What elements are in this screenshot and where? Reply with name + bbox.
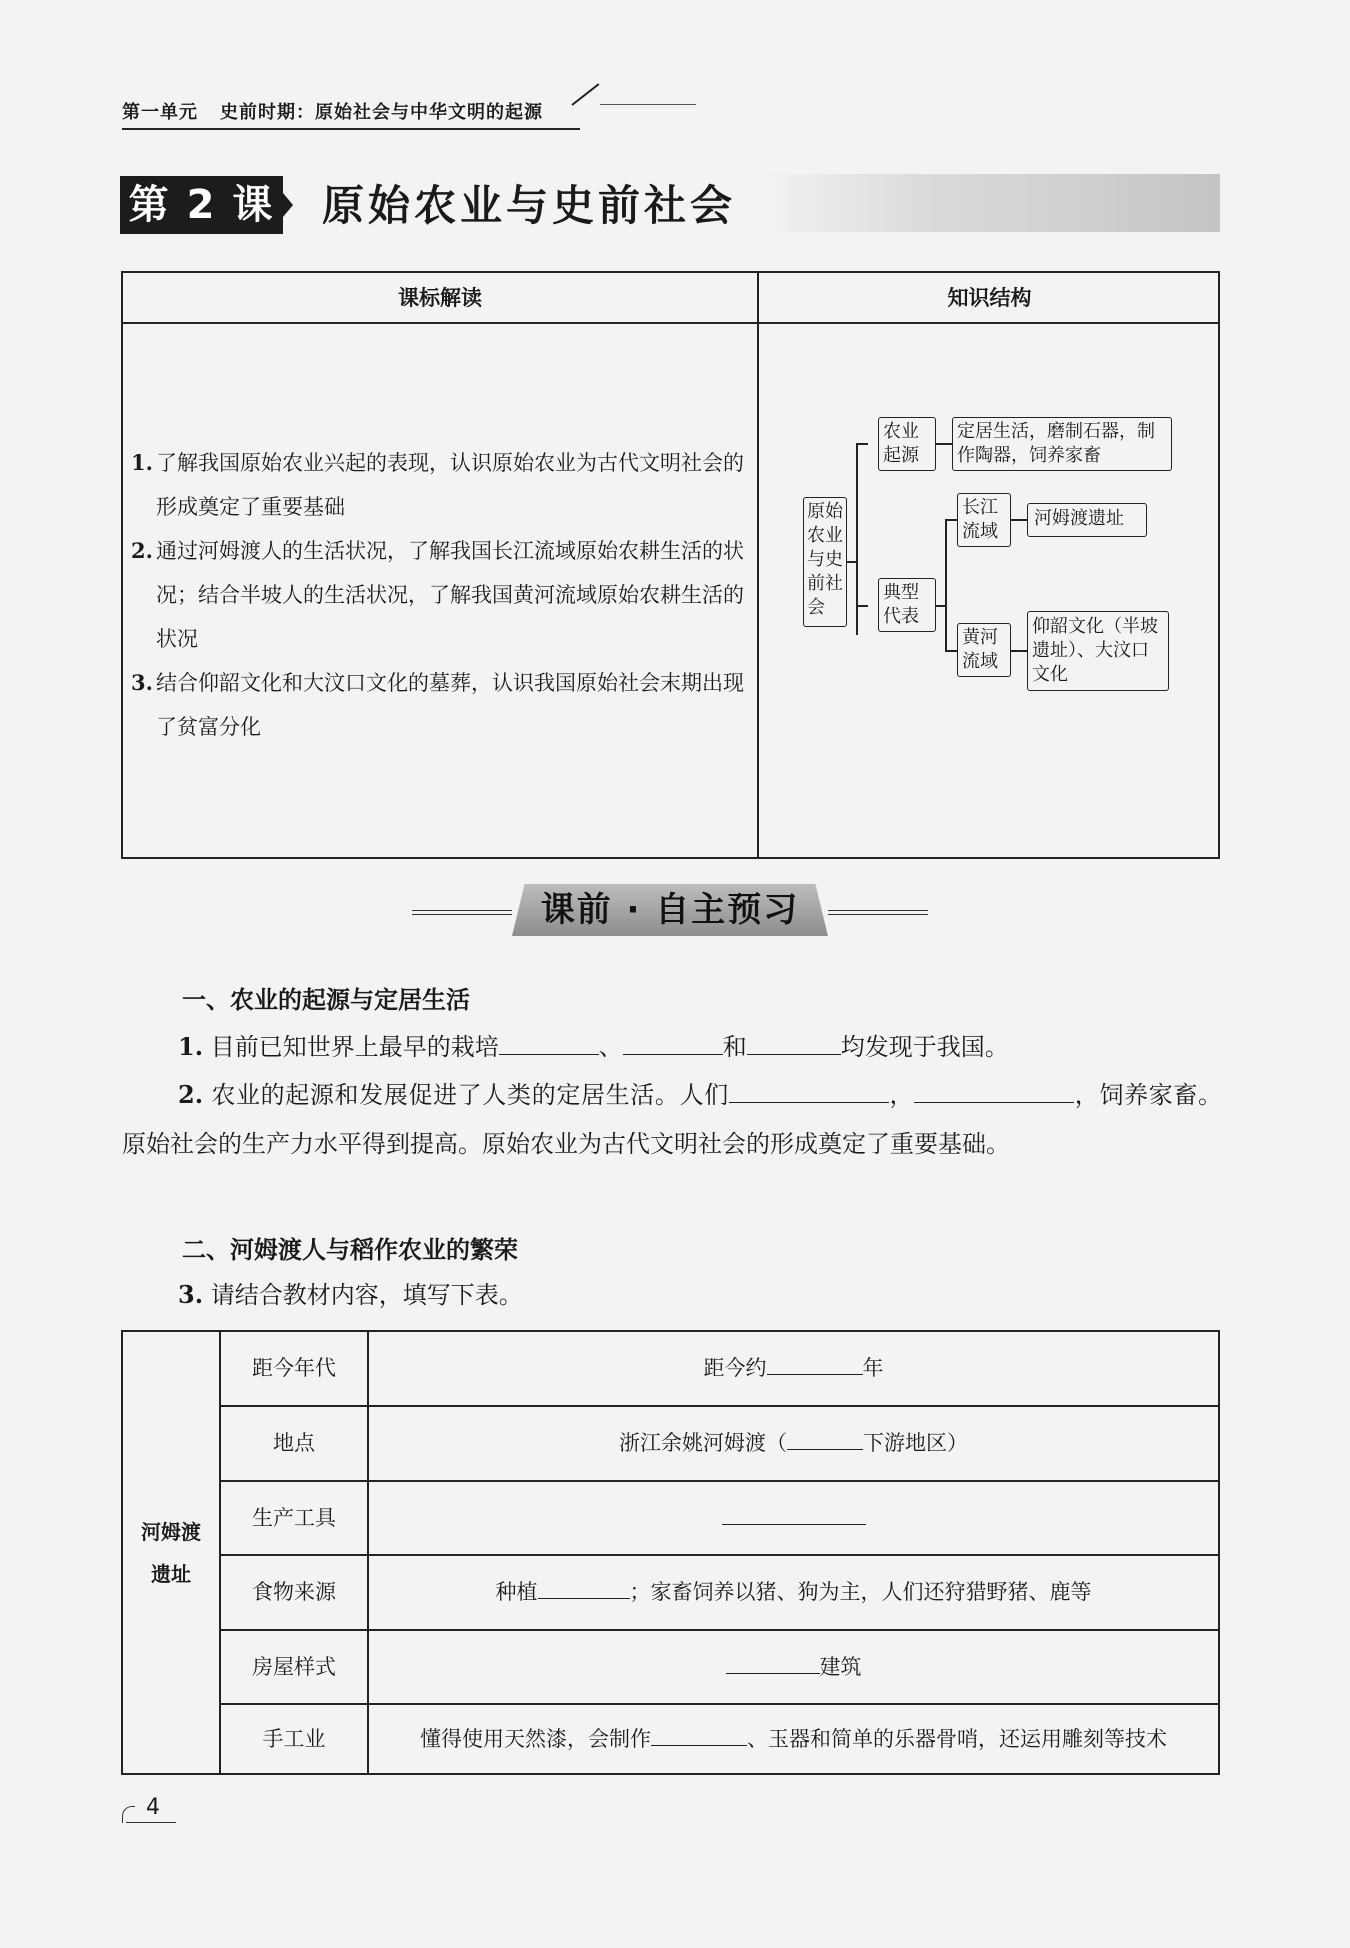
question-text: 均发现于我国。 [840, 1033, 1009, 1061]
table-row [221, 1482, 1218, 1555]
objective-item [131, 529, 753, 661]
objective-text: 了解我国原始农业兴起的表现，认识原始农业为古代文明社会的形成奠定了重要基础 [156, 451, 744, 519]
table-row [221, 1407, 1218, 1480]
answer-blank[interactable] [722, 1504, 866, 1525]
answer-blank[interactable] [729, 1078, 889, 1103]
row-text: 下游地区） [863, 1431, 968, 1455]
lesson-tag-arrow [283, 193, 293, 217]
row-text: ；家畜饲养以猪、狗为主，人们还狩猎野猪、鹿等 [629, 1580, 1092, 1604]
question-text: ，饲养家畜。原始社会的生产力水平得到提高。原始农业为古代文明社会的形成奠定了重要基础。 [122, 1081, 1223, 1158]
map-leaf-hemudu: 河姆渡遗址 [1027, 503, 1147, 537]
row-label: 手工业 [262, 1727, 326, 1751]
header-slash [571, 83, 599, 106]
objective-item [131, 661, 753, 749]
question-3 [178, 1270, 523, 1320]
header-tail-line [600, 104, 696, 105]
map-connector [936, 443, 952, 445]
answer-blank[interactable] [623, 1030, 723, 1055]
question-number: 1. [178, 1032, 204, 1061]
question-number: 3. [178, 1280, 204, 1309]
row-label: 房屋样式 [252, 1655, 336, 1679]
overview-table [121, 271, 1220, 859]
answer-blank[interactable] [767, 1354, 863, 1375]
row-label: 地点 [273, 1431, 315, 1455]
unit-title: 史前时期：原始社会与中华文明的起源 [220, 102, 543, 123]
row-value [369, 1407, 1218, 1480]
part2-heading: 二、河姆渡人与稻作农业的繁荣 [182, 1236, 518, 1264]
row-value [369, 1631, 1218, 1704]
row-text: 距今约 [703, 1356, 767, 1380]
row-text: 年 [862, 1356, 884, 1380]
row-label: 距今年代 [252, 1356, 336, 1380]
page-number: 4 [146, 1795, 160, 1820]
banner-line [412, 910, 512, 911]
answer-blank[interactable] [726, 1653, 820, 1674]
table-row [221, 1556, 1218, 1629]
row-text: 建筑 [819, 1655, 862, 1679]
banner-line [828, 910, 928, 911]
question-1 [178, 1022, 1228, 1072]
question-text: 请结合教材内容，填写下表。 [210, 1281, 523, 1309]
page-number-decoration [122, 1806, 135, 1823]
table-row [221, 1631, 1218, 1704]
answer-blank[interactable] [499, 1030, 599, 1055]
objective-text: 结合仰韶文化和大汶口文化的墓葬，认识我国原始社会末期出现了贫富分化 [156, 671, 744, 739]
side-label-text: 河姆渡遗址 [141, 1519, 201, 1586]
map-leaf-agriculture-origin: 定居生活，磨制石器，制作陶器，饲养家畜 [952, 417, 1172, 471]
row-text: 、玉器和简单的乐器骨哨，还运用雕刻等技术 [747, 1727, 1167, 1751]
part1-heading: 一、农业的起源与定居生活 [182, 986, 470, 1014]
question-2 [122, 1070, 1222, 1169]
map-sub-yellow-river: 黄河流域 [957, 623, 1011, 677]
row-text: 种植 [495, 1580, 538, 1604]
answer-blank[interactable] [651, 1725, 747, 1746]
map-sub-yangtze: 长江流域 [957, 493, 1011, 547]
row-label: 生产工具 [252, 1506, 336, 1530]
objective-text: 通过河姆渡人的生活状况，了解我国长江流域原始农耕生活的状况；结合半坡人的生活状况，了解我国黄河流域原始农耕生活的状况 [156, 539, 744, 651]
answer-blank[interactable] [538, 1578, 630, 1599]
curriculum-header: 课标解读 [398, 286, 482, 310]
map-root-box: 原始农业与史前社会 [803, 497, 847, 627]
objective-number: 3. [131, 670, 153, 695]
objective-number: 1. [131, 450, 153, 475]
knowledge-structure-header: 知识结构 [947, 286, 1032, 310]
banner-line [828, 914, 928, 915]
map-connector [1011, 519, 1027, 521]
answer-blank[interactable] [747, 1030, 841, 1055]
map-connector [945, 519, 947, 651]
section-banner [412, 880, 928, 940]
row-value [369, 1332, 1218, 1405]
answer-blank[interactable] [787, 1429, 863, 1450]
question-text: ， [888, 1081, 915, 1109]
row-label: 食物来源 [252, 1580, 336, 1604]
map-connector [945, 650, 957, 652]
objective-item [131, 441, 753, 529]
row-value [369, 1482, 1218, 1555]
objectives-list [131, 441, 753, 749]
page-number-underline [126, 1822, 176, 1823]
question-text: 目前已知世界上最早的栽培 [210, 1033, 499, 1061]
map-branch-typical: 典型代表 [878, 578, 936, 632]
banner-line [412, 914, 512, 915]
hemudu-side-label [123, 1332, 219, 1773]
question-text: 和 [722, 1033, 747, 1061]
question-text: 农业的起源和发展促进了人类的定居生活。人们 [211, 1081, 729, 1109]
hemudu-table [121, 1330, 1220, 1775]
table-column-divider [757, 273, 759, 857]
map-connector [856, 605, 868, 607]
map-leaf-yangshao: 仰韶文化（半坡遗址）、大汶口文化 [1027, 611, 1169, 691]
question-number: 2. [178, 1080, 204, 1109]
table-row [221, 1332, 1218, 1405]
row-text: 懂得使用天然漆，会制作 [420, 1727, 651, 1751]
map-connector [1011, 650, 1027, 652]
answer-blank[interactable] [914, 1078, 1074, 1103]
unit-label: 第一单元 [122, 102, 198, 123]
header-underline [122, 128, 580, 130]
map-connector [856, 443, 868, 445]
lesson-number-tag: 第 2 课 [120, 176, 283, 234]
table-header-divider [123, 322, 1218, 324]
row-text: 浙江余姚河姆渡（ [619, 1431, 787, 1455]
title-band-decoration [760, 174, 1220, 232]
table-row [221, 1705, 1218, 1773]
running-header [122, 98, 543, 124]
lesson-title: 原始农业与史前社会 [322, 181, 737, 230]
map-connector [945, 519, 957, 521]
objective-number: 2. [131, 538, 153, 563]
row-value [369, 1705, 1218, 1773]
row-value [369, 1556, 1218, 1629]
question-text: 、 [598, 1033, 623, 1061]
map-branch-agriculture-origin: 农业起源 [878, 417, 936, 471]
banner-title: 课前 · 自主预习 [540, 890, 800, 930]
